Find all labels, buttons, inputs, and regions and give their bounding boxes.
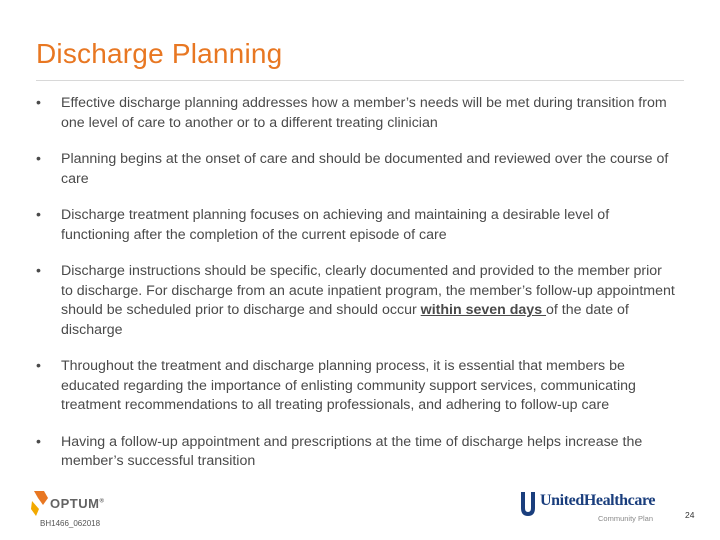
page-number: 24	[685, 510, 695, 520]
bullet-text: Discharge treatment planning focuses on achieving and maintaining a desirable level of functioning after the completion of the current episode of care	[61, 207, 610, 243]
list-item	[36, 150, 676, 189]
emphasis-text: within seven days	[420, 302, 547, 318]
bullet-text: Planning begins at the onset of care and should be documented and reviewed over the course of care	[61, 151, 669, 187]
list-item	[36, 206, 676, 245]
bullet-text: Throughout the treatment and discharge planning process, it is essential that members be educated regarding the importance of enlisting community support services, communicating treatment recommendations to all treating professionals, and adhering to follow-up care	[61, 358, 636, 413]
optum-wordmark: OPTUM®	[50, 496, 105, 511]
uhc-u-mark-icon	[518, 488, 538, 520]
optum-mark-icon	[30, 489, 50, 517]
bullet-text	[61, 263, 675, 338]
bullet-marker: •	[36, 358, 41, 374]
bullet-marker: •	[36, 263, 41, 279]
list-item	[36, 94, 676, 133]
list-item	[36, 357, 676, 416]
unitedhealthcare-logo	[518, 488, 656, 526]
bullet-list	[36, 94, 676, 489]
optum-logo	[30, 489, 120, 519]
bullet-marker: •	[36, 151, 41, 167]
document-code: BH1466_062018	[40, 519, 101, 528]
list-item	[36, 433, 676, 472]
page-title: Discharge Planning	[36, 38, 283, 69]
uhc-subtitle: Community Plan	[598, 514, 654, 523]
bullet-text-before: Discharge instructions should be specific, clearly documented and provided to the member prior to discharge. For discharge from an acute inpatient program, the member’s follow-up appointment should be scheduled prior to discharge and should occur	[61, 263, 675, 318]
bullet-text-after: of the date of discharge	[61, 302, 629, 338]
uhc-wordmark: UnitedHealthcare	[540, 492, 656, 509]
bullet-marker: •	[36, 95, 41, 111]
bullet-text: Effective discharge planning addresses how a member’s needs will be met during transition from one level of care to another or to a different treating clinician	[61, 95, 667, 131]
bullet-text: Having a follow-up appointment and prescriptions at the time of discharge helps increase the member’s successful transition	[61, 433, 643, 469]
list-item	[36, 262, 676, 340]
bullet-marker: •	[36, 207, 41, 223]
title-divider	[36, 80, 684, 81]
bullet-marker: •	[36, 433, 41, 450]
